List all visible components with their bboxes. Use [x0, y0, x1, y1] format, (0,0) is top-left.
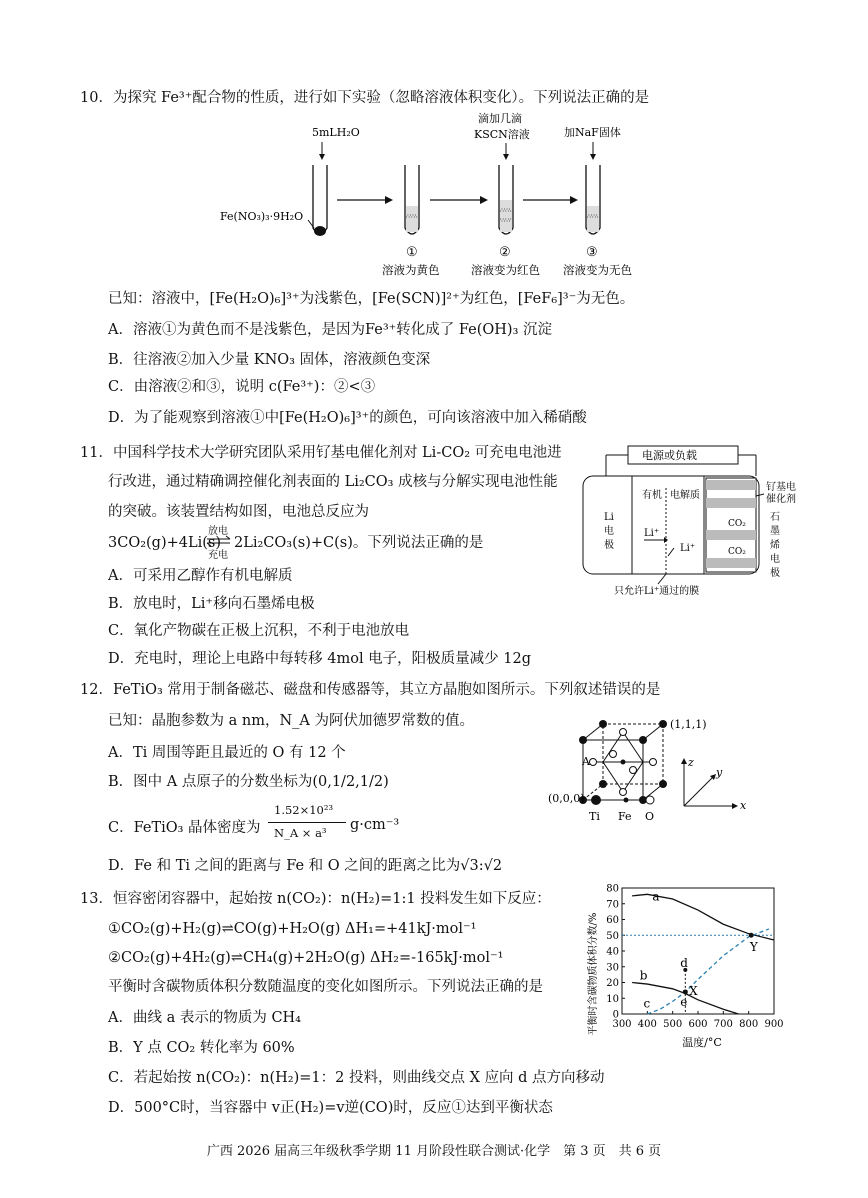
- legend-o: O: [645, 810, 655, 823]
- chart-y-label: 平衡时含碳物质体积分数/%: [588, 912, 599, 1036]
- svg-text:∵∴∵: ∵∴∵: [500, 217, 512, 224]
- q10-option-b: B．往溶液②加入少量 KNO₃ 固体，溶液颜色变深: [108, 352, 431, 368]
- y-tick-label: 60: [606, 915, 619, 926]
- tube1-number: ①: [406, 245, 418, 260]
- x-tick-label: 900: [764, 1019, 784, 1030]
- q10-solid-label: Fe(NO₃)₃·9H₂O: [220, 210, 304, 223]
- x-tick-label: 500: [663, 1019, 683, 1030]
- annotation-e: e: [680, 995, 688, 1010]
- q10-water-label: 5mLH₂O: [312, 126, 360, 139]
- q10-known: 已知：溶液中，[Fe(H₂O)₆]³⁺为浅紫色，[Fe(SCN)]²⁺为红色，[FeF₆]³⁻为无色。: [108, 291, 635, 307]
- q13-description: 平衡时含碳物质体积分数随温度的变化如图所示。下列说法正确的是: [108, 979, 543, 995]
- q12-stem: 12．FeTiO₃ 常用于制备磁芯、磁盘和传感器等，其立方晶胞如图所示。下列叙述错误的是: [80, 682, 661, 698]
- x-tick-label: 300: [612, 1019, 632, 1030]
- q13-option-c: C．若起始按 n(CO₂)：n(H₂)=1：2 投料，则曲线交点 X 应向 d 点方向移动: [108, 1070, 605, 1086]
- q10-option-a: A．溶液①为黄色而不是浅紫色，是因为Fe³⁺转化成了 Fe(OH)₃ 沉淀: [108, 322, 553, 338]
- chart-lines: [632, 894, 774, 1014]
- annotation-Y: Y: [749, 940, 758, 954]
- q13-chart: [584, 878, 794, 1050]
- y-tick-label: 20: [606, 978, 619, 989]
- x-tick-label: 600: [688, 1019, 708, 1030]
- legend-ti: Ti: [589, 810, 600, 823]
- q12-option-d: D．Fe 和 Ti 之间的距离与 Fe 和 O 之间的距离之比为√3:√2: [108, 858, 503, 874]
- membrane-label: 只允许Li⁺通过的膜: [614, 586, 700, 597]
- li-plus-2: Li⁺: [680, 543, 696, 554]
- q13-reaction-2: ②CO₂(g)+4H₂(g)⇌CH₄(g)+2H₂O(g) ΔH₂=-165kJ·mol⁻¹: [108, 950, 504, 966]
- axis-z-label: z: [688, 756, 694, 769]
- x-tick-label: 400: [637, 1019, 657, 1030]
- catalyst-label-1: 钌基电: [766, 482, 796, 493]
- axis-y-label: y: [716, 766, 723, 779]
- svg-text:Li: Li: [604, 512, 614, 523]
- svg-text:石: 石: [770, 512, 780, 523]
- q10-kscn-label-1: 滴加几滴: [478, 112, 522, 125]
- y-tick-label: 50: [606, 930, 619, 942]
- point-x: [683, 989, 688, 994]
- li-plus-1: Li⁺: [644, 528, 660, 539]
- q11-option-b: B．放电时，Li⁺移向石墨烯电极: [108, 596, 315, 612]
- y-tick-label: 70: [606, 899, 619, 911]
- tube3-number: ③: [586, 245, 598, 260]
- legend-fe: Fe: [618, 810, 632, 823]
- q11-stem-2: 行改进，通过精确调控催化剂表面的 Li₂CO₃ 成核与分解实现电池性能: [108, 474, 558, 490]
- axis-x-label: x: [740, 799, 747, 812]
- svg-text:烯: 烯: [770, 540, 780, 551]
- y-tick-label: 30: [606, 962, 619, 974]
- fraction-bar: [268, 822, 346, 823]
- chart-axes: [606, 884, 783, 1031]
- q10-test-tube-diagram: [220, 110, 660, 280]
- tube2-number: ②: [499, 245, 511, 260]
- q11-eq-right: 2Li₂CO₃(s)+C(s)。下列说法正确的是: [234, 535, 484, 551]
- q12-option-c-prefix: C．FeTiO₃ 晶体密度为: [108, 820, 261, 836]
- y-tick-label: 10: [606, 993, 619, 1005]
- q13-stem: 13．恒容密闭容器中，起始按 n(CO₂)：n(H₂)=1:1 投料发生如下反应：: [80, 891, 551, 907]
- q13-reaction-1: ①CO₂(g)+H₂(g)⇌CO(g)+H₂O(g) ΔH₁=+41kJ·mol⁻¹: [108, 921, 477, 937]
- q11-eq-charge: 充电: [208, 550, 228, 561]
- point-a-label: A: [582, 755, 590, 768]
- svg-text:极: 极: [604, 540, 614, 551]
- annotation-c: c: [643, 996, 651, 1011]
- catalyst-label-2: 催化剂: [766, 494, 796, 505]
- q12-density-unit: g·cm⁻³: [350, 817, 400, 833]
- chart-labels: [640, 890, 759, 1011]
- co2-label-2: CO₂: [728, 547, 746, 557]
- q11-stem-1: 11．中国科学技术大学研究团队采用钌基电催化剂对 Li-CO₂ 可充电电池进: [80, 445, 562, 461]
- tube1-desc: 溶液为黄色: [382, 263, 440, 277]
- q12-legend: [584, 792, 674, 824]
- y-tick-label: 80: [606, 883, 619, 895]
- annotation-b: b: [639, 968, 648, 983]
- svg-text:极: 极: [770, 568, 780, 579]
- annotation-d: d: [680, 955, 688, 970]
- annotation-a: a: [652, 889, 660, 904]
- q12-density-numerator: 1.52×10²³: [274, 803, 334, 817]
- y-tick-label: 0: [612, 1009, 619, 1021]
- page-footer: 广西 2026 届高三年级秋季学期 11 月阶段性联合测试·化学 第 3 页 共 6 页: [206, 1144, 662, 1159]
- q11-eq-discharge: 放电: [208, 526, 228, 537]
- coord-000: (0,0,0): [548, 792, 585, 805]
- annotation-X: X: [689, 984, 698, 999]
- q13-option-d: D．500°C时，当容器中 v正(H₂)=v逆(CO)时，反应①达到平衡状态: [108, 1100, 553, 1116]
- point-y: [749, 933, 754, 938]
- q10-option-c: C．由溶液②和③，说明 c(Fe³⁺)：②<③: [108, 379, 376, 395]
- chart-x-label: 温度/°C: [682, 1036, 722, 1049]
- svg-text:墨: 墨: [770, 526, 780, 537]
- co2-label-1: CO₂: [728, 519, 746, 529]
- q12-known: 已知：晶胞参数为 a nm，N_A 为阿伏加德罗常数的值。: [108, 713, 474, 729]
- q11-option-c: C．氧化产物碳在正极上沉积，不利于电池放电: [108, 623, 410, 639]
- q13-option-b: B．Y 点 CO₂ 转化率为 60%: [108, 1040, 295, 1056]
- svg-text:电: 电: [770, 554, 780, 565]
- svg-text:∴∵∴: ∴∵∴: [587, 213, 599, 220]
- svg-text:∴∵∴: ∴∵∴: [406, 213, 418, 220]
- q12-option-a: A．Ti 周围等距且最近的 O 有 12 个: [108, 745, 346, 761]
- svg-text:∴∵∴: ∴∵∴: [500, 207, 512, 214]
- q13-option-a: A．曲线 a 表示的物质为 CH₄: [108, 1010, 301, 1026]
- q10-kscn-label-2: KSCN溶液: [474, 128, 530, 141]
- power-label: 电源或负载: [642, 449, 697, 462]
- x-tick-label: 800: [739, 1019, 759, 1030]
- q11-option-d: D．充电时，理论上电路中每转移 4mol 电子，阳极质量减少 12g: [108, 651, 532, 667]
- tube2-desc: 溶液变为红色: [471, 263, 540, 277]
- q11-option-a: A．可采用乙醇作有机电解质: [108, 568, 293, 584]
- q11-eq-left: 3CO₂(g)+4Li(s): [108, 535, 222, 551]
- org-label: 有机: [642, 490, 662, 501]
- x-tick-label: 700: [713, 1019, 733, 1030]
- y-tick-label: 40: [606, 946, 619, 958]
- electrolyte-label: 电解质: [670, 490, 700, 501]
- q10-option-d: D．为了能观察到溶液①中[Fe(H₂O)₆]³⁺的颜色，可向该溶液中加入稀硝酸: [108, 410, 587, 426]
- q11-battery-diagram: [578, 438, 848, 598]
- q12-density-denominator: N_A × a³: [274, 826, 327, 840]
- q10-stem: 10．为探究 Fe³⁺配合物的性质，进行如下实验（忽略溶液体积变化）。下列说法正确的是: [80, 90, 650, 106]
- svg-text:电: 电: [604, 526, 614, 537]
- coord-111: (1,1,1): [670, 718, 707, 731]
- q10-naf-label: 加NaF固体: [564, 126, 621, 139]
- q12-option-b: B．图中 A 点原子的分数坐标为(0,1/2,1/2): [108, 774, 389, 790]
- q11-stem-3: 的突破。该装置结构如图，电池总反应为: [108, 504, 369, 520]
- tube3-desc: 溶液变为无色: [563, 263, 632, 277]
